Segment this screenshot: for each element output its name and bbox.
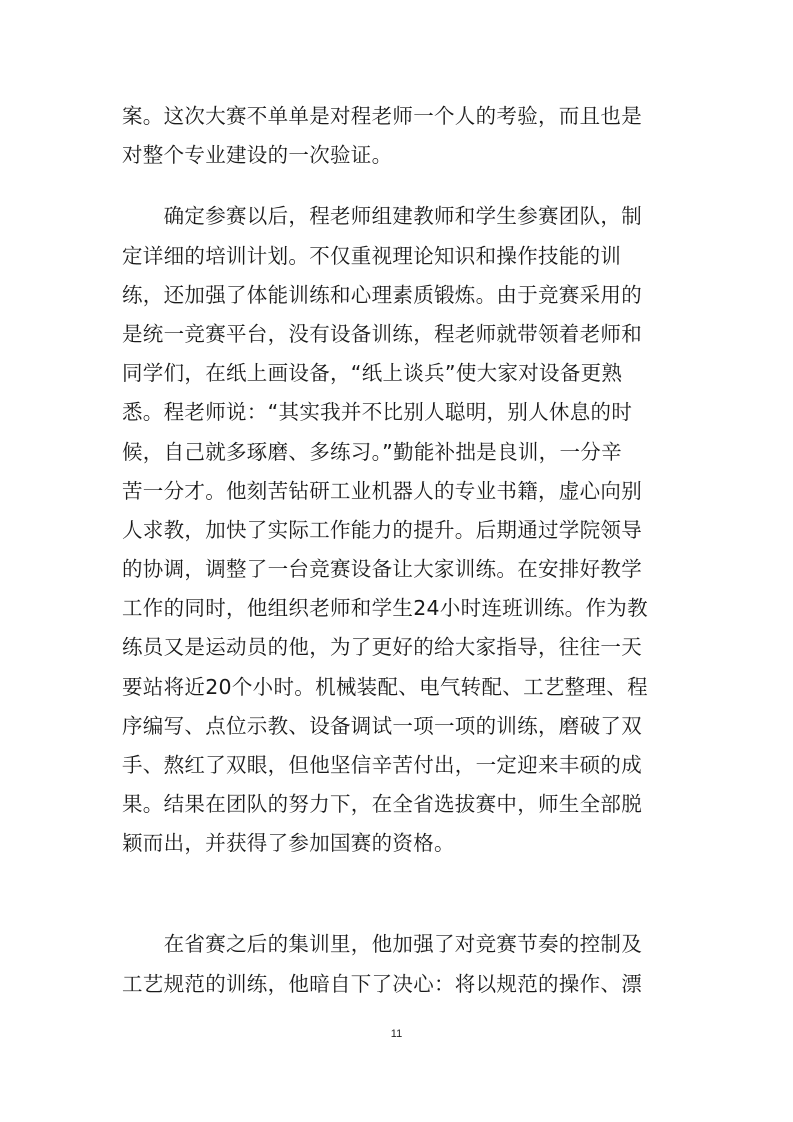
paragraph-1-line: 案。这次大赛不单单是对程老师一个人的考验，而且也是 [122,104,642,128]
paragraph-3-line: 在省赛之后的集训里，他加强了对竞赛节奏的控制及 [122,932,642,956]
paragraph-2-line: 是统一竞赛平台，没有设备训练，程老师就带领着老师和 [122,322,642,346]
paragraph-2-line: 果。结果在团队的努力下，在全省选拔赛中，师生全部脱 [122,792,642,816]
paragraph-2-line: 手、熬红了双眼，但他坚信辛苦付出，一定迎来丰硕的成 [122,753,642,777]
paragraph-2-line: 要站将近20个小时。机械装配、电气转配、工艺整理、程 [122,675,648,699]
paragraph-2-line: 确定参赛以后，程老师组建教师和学生参赛团队，制 [122,204,642,228]
paragraph-2-line: 的协调，调整了一台竞赛设备让大家训练。在安排好教学 [122,557,642,581]
paragraph-2-line: 人求教，加快了实际工作能力的提升。后期通过学院领导 [122,518,642,542]
paragraph-2-line: 工作的同时，他组织老师和学生24小时连班训练。作为教 [122,596,648,620]
paragraph-2-line: 定详细的培训计划。不仅重视理论知识和操作技能的训 [122,244,622,268]
paragraph-2-line: 练，还加强了体能训练和心理素质锻炼。由于竞赛采用的 [122,283,642,307]
paragraph-1-line: 对整个专业建设的一次验证。 [122,143,393,167]
paragraph-2-line: 悉。程老师说：“其实我并不比别人聪明，别人休息的时 [122,400,633,424]
paragraph-2-line: 苦一分才。他刻苦钻研工业机器人的专业书籍，虚心向别 [122,479,642,503]
paragraph-3-line: 工艺规范的训练，他暗自下了决心：将以规范的操作、漂 [122,972,642,996]
paragraph-2-line: 候，自己就多琢磨、多练习。”勤能补拙是良训，一分辛 [122,440,622,464]
paragraph-2-line: 同学们，在纸上画设备，“纸上谈兵”使大家对设备更熟 [122,361,623,385]
paragraph-2-line: 序编写、点位示教、设备调试一项一项的训练，磨破了双 [122,714,642,738]
paragraph-2-line: 颖而出，并获得了参加国赛的资格。 [122,831,455,855]
page-number: 11 [390,1028,403,1040]
paragraph-2-line: 练员又是运动员的他，为了更好的给大家指导，往往一天 [122,635,642,659]
